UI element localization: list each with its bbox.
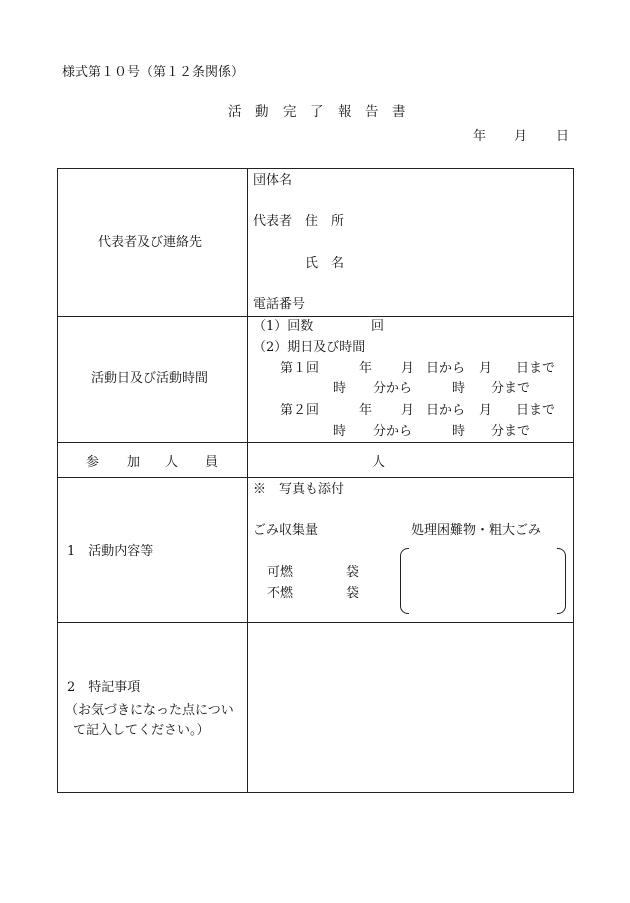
title-char: 完	[283, 104, 297, 120]
address-label: 住 所	[305, 214, 345, 229]
difficult-items-bracket[interactable]	[400, 548, 566, 612]
activity-label: 1 活動内容等	[67, 544, 154, 559]
photo-note: ※ 写真も添付	[253, 482, 345, 497]
count-line: （1）回数	[253, 319, 314, 334]
date-month: 月	[514, 129, 528, 144]
remarks-label: 2 特記事項	[67, 680, 141, 695]
first-hour: 時	[333, 381, 347, 396]
first-session-label: 第１回	[280, 361, 320, 376]
first-day-from: 日から	[426, 361, 466, 376]
form-number: 様式第１０号（第１２条関係）	[62, 65, 245, 80]
first-min-from: 分から	[373, 381, 413, 396]
right-bracket	[557, 548, 566, 614]
schedule-label: 活動日及び活動時間	[91, 371, 209, 386]
nonburnable-bag-unit: 袋	[346, 586, 360, 601]
phone-label: 電話番号	[253, 297, 306, 312]
remarks-note-line1: （お気づきになった点につい	[65, 703, 234, 718]
remarks-label-cell	[58, 623, 248, 793]
second-year: 年	[359, 403, 373, 418]
first-year: 年	[359, 361, 373, 376]
remarks-field-cell[interactable]	[248, 623, 574, 793]
burnable-bag-unit: 袋	[346, 565, 360, 580]
first-hour2: 時	[452, 381, 466, 396]
remarks-note-line2: て記入してください。）	[73, 723, 210, 738]
left-bracket	[400, 548, 409, 614]
second-hour2: 時	[452, 424, 466, 439]
second-day-to: 日まで	[516, 403, 556, 418]
dates-line: （2）期日及び時間	[253, 340, 366, 355]
second-month2: 月	[479, 403, 493, 418]
second-day-from: 日から	[426, 403, 466, 418]
representative-field-cell[interactable]	[248, 169, 574, 317]
title-char: 告	[365, 104, 379, 120]
title-char: 了	[310, 104, 324, 120]
participants-char: 参	[86, 455, 100, 470]
title-char: 報	[338, 104, 352, 120]
second-min-to: 分まで	[491, 424, 531, 439]
participants-unit: 人	[372, 455, 386, 470]
first-day-to: 日まで	[516, 361, 556, 376]
second-month: 月	[401, 403, 415, 418]
activity-label-cell	[58, 478, 248, 623]
representative-label-cell	[58, 169, 248, 317]
schedule-label-cell	[58, 317, 248, 443]
title-char: 書	[392, 104, 406, 120]
title-char: 活	[228, 104, 242, 120]
participants-char: 人	[165, 455, 179, 470]
first-month2: 月	[479, 361, 493, 376]
representative-label: 代表者及び連絡先	[98, 235, 203, 250]
date-day: 日	[556, 129, 570, 144]
first-min-to: 分まで	[491, 381, 531, 396]
rep-prefix-label: 代表者	[253, 214, 293, 229]
date-year: 年	[473, 129, 487, 144]
group-name-label: 団体名	[253, 173, 293, 188]
second-min-from: 分から	[373, 424, 413, 439]
count-unit: 回	[371, 319, 385, 334]
participants-char: 加	[127, 455, 141, 470]
garbage-amount-label: ごみ収集量	[253, 523, 319, 538]
second-hour: 時	[333, 424, 347, 439]
title-char: 動	[255, 104, 269, 120]
first-month: 月	[401, 361, 415, 376]
difficult-items-label: 処理困難物・粗大ごみ	[411, 523, 542, 538]
burnable-label: 可燃	[267, 565, 294, 580]
nonburnable-label: 不燃	[267, 586, 294, 601]
second-session-label: 第２回	[280, 403, 320, 418]
name-label: 氏 名	[305, 256, 345, 271]
participants-field-cell[interactable]	[248, 443, 574, 478]
participants-char: 員	[205, 455, 219, 470]
